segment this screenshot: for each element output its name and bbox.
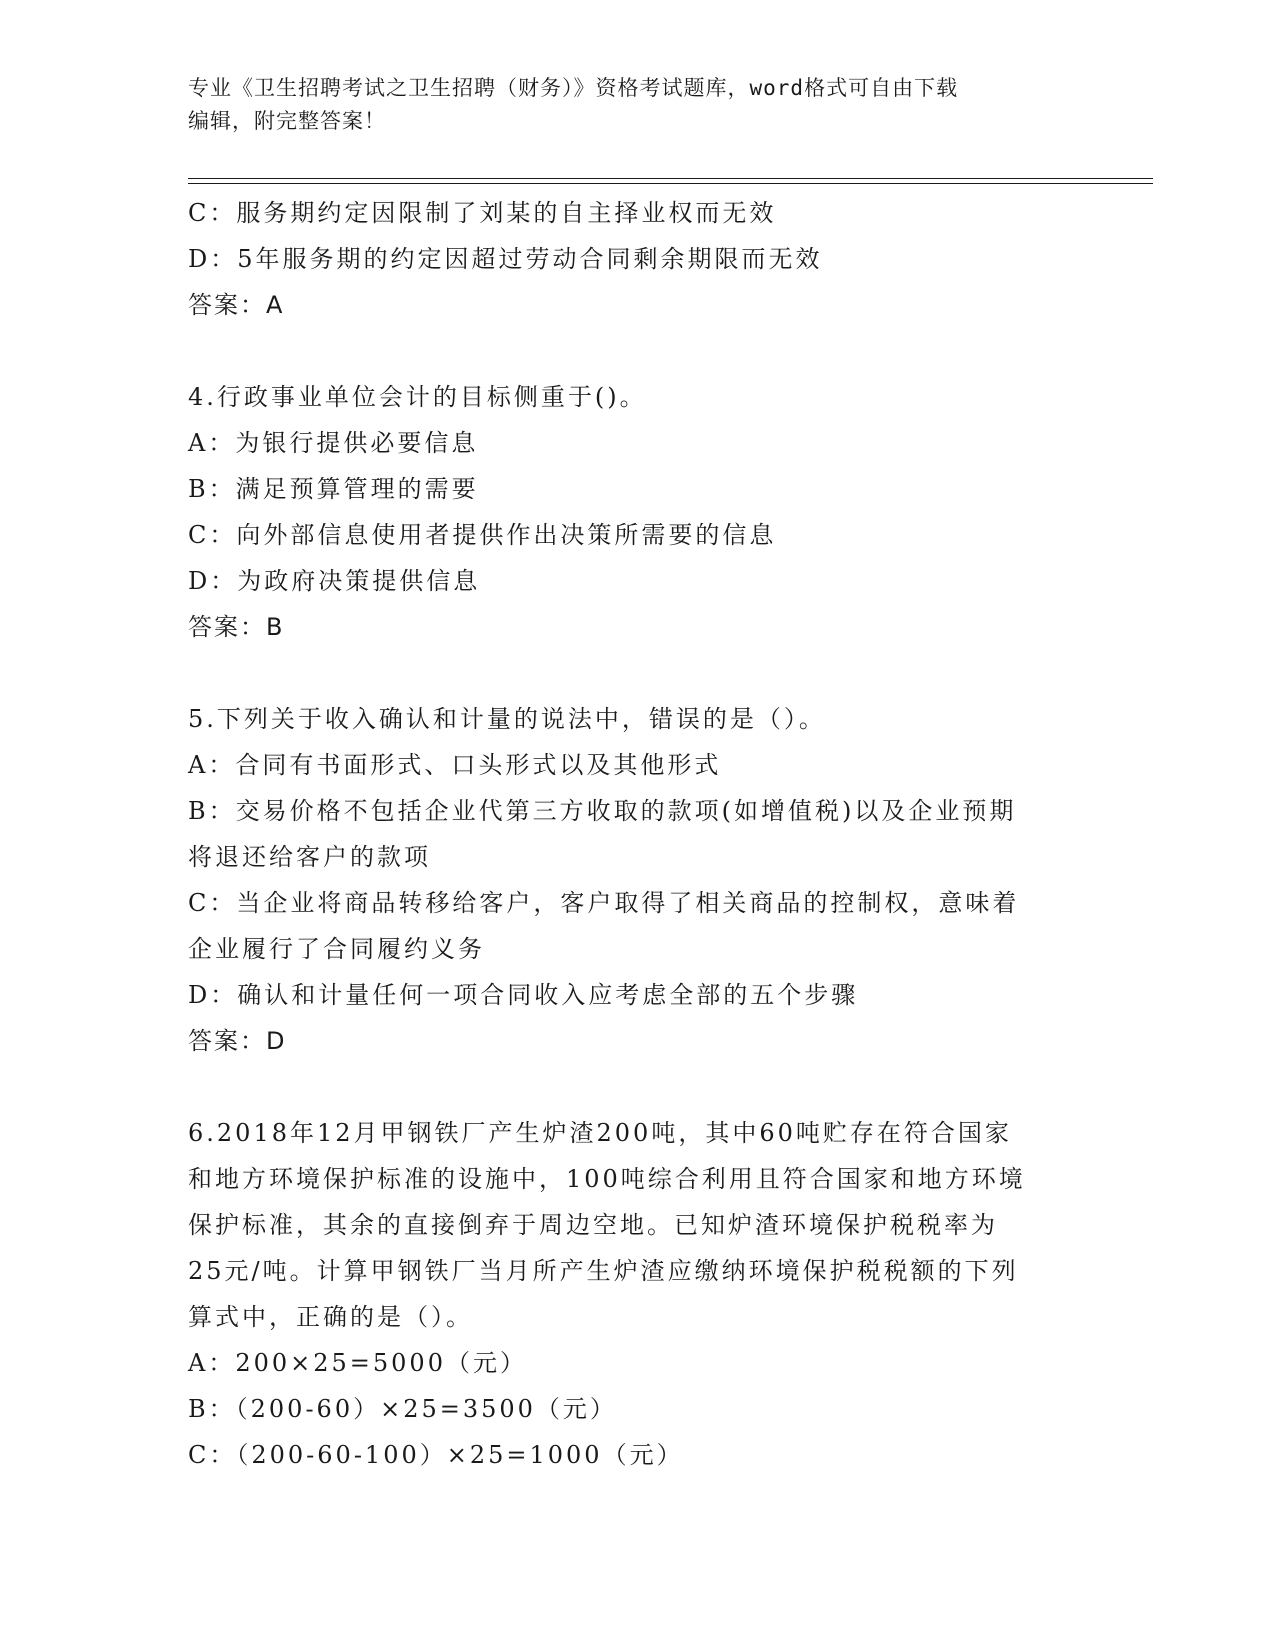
- option-b: B：（200-60）×25=3500（元）: [188, 1395, 617, 1423]
- answer-label: 答案：A: [188, 291, 285, 319]
- question-stem-continued: 和地方环境保护标准的设施中，100吨综合利用且符合国家和地方环境: [188, 1165, 1026, 1193]
- question-stem-continued: 算式中，正确的是（）。: [188, 1303, 473, 1331]
- question-6: [188, 1110, 1088, 1478]
- option-c: C：服务期约定因限制了刘某的自主择业权而无效: [188, 199, 777, 227]
- spacer: [188, 328, 1088, 374]
- header-line-2: 编辑，附完整答案！: [188, 109, 386, 133]
- header-rule-top: [188, 178, 1153, 179]
- question-stem: 6.2018年12月甲钢铁厂产生炉渣200吨，其中60吨贮存在符合国家: [188, 1119, 1012, 1147]
- question-4: [188, 374, 1088, 650]
- question-stem: 4.行政事业单位会计的目标侧重于()。: [188, 383, 647, 411]
- spacer: [188, 650, 1088, 696]
- question-5: [188, 696, 1088, 1064]
- question-stem-continued: 保护标准，其余的直接倒弃于周边空地。已知炉渣环境保护税税率为: [188, 1211, 998, 1239]
- spacer: [188, 1064, 1088, 1110]
- document-header: [188, 72, 1068, 138]
- header-line-1: 专业《卫生招聘考试之卫生招聘（财务）》资格考试题库，word格式可自由下载: [188, 76, 959, 100]
- option-a: A：合同有书面形式、口头形式以及其他形式: [188, 751, 722, 779]
- question-list: [188, 190, 1088, 1478]
- option-b: B：交易价格不包括企业代第三方收取的款项(如增值税)以及企业预期: [188, 797, 1017, 825]
- option-d: D：5年服务期的约定因超过劳动合同剩余期限而无效: [188, 245, 823, 273]
- header-rule-bottom: [188, 183, 1153, 184]
- question-stem: 5.下列关于收入确认和计量的说法中，错误的是（）。: [188, 705, 826, 733]
- option-d: D：为政府决策提供信息: [188, 567, 481, 595]
- option-c: C：向外部信息使用者提供作出决策所需要的信息: [188, 521, 777, 549]
- question-stem-continued: 25元/吨。计算甲钢铁厂当月所产生炉渣应缴纳环境保护税税额的下列: [188, 1257, 1019, 1285]
- question-3-tail: [188, 190, 1088, 328]
- answer-label: 答案：B: [188, 613, 285, 641]
- option-c: C：（200-60-100）×25=1000（元）: [188, 1441, 684, 1469]
- option-c-continued: 企业履行了合同履约义务: [188, 935, 485, 963]
- answer-label: 答案：D: [188, 1027, 287, 1055]
- option-a: A：为银行提供必要信息: [188, 429, 479, 457]
- option-a: A：200×25=5000（元）: [188, 1349, 527, 1377]
- option-b: B：满足预算管理的需要: [188, 475, 479, 503]
- option-b-continued: 将退还给客户的款项: [188, 843, 431, 871]
- option-c: C：当企业将商品转移给客户，客户取得了相关商品的控制权，意味着: [188, 889, 1020, 917]
- option-d: D：确认和计量任何一项合同收入应考虑全部的五个步骤: [188, 981, 859, 1009]
